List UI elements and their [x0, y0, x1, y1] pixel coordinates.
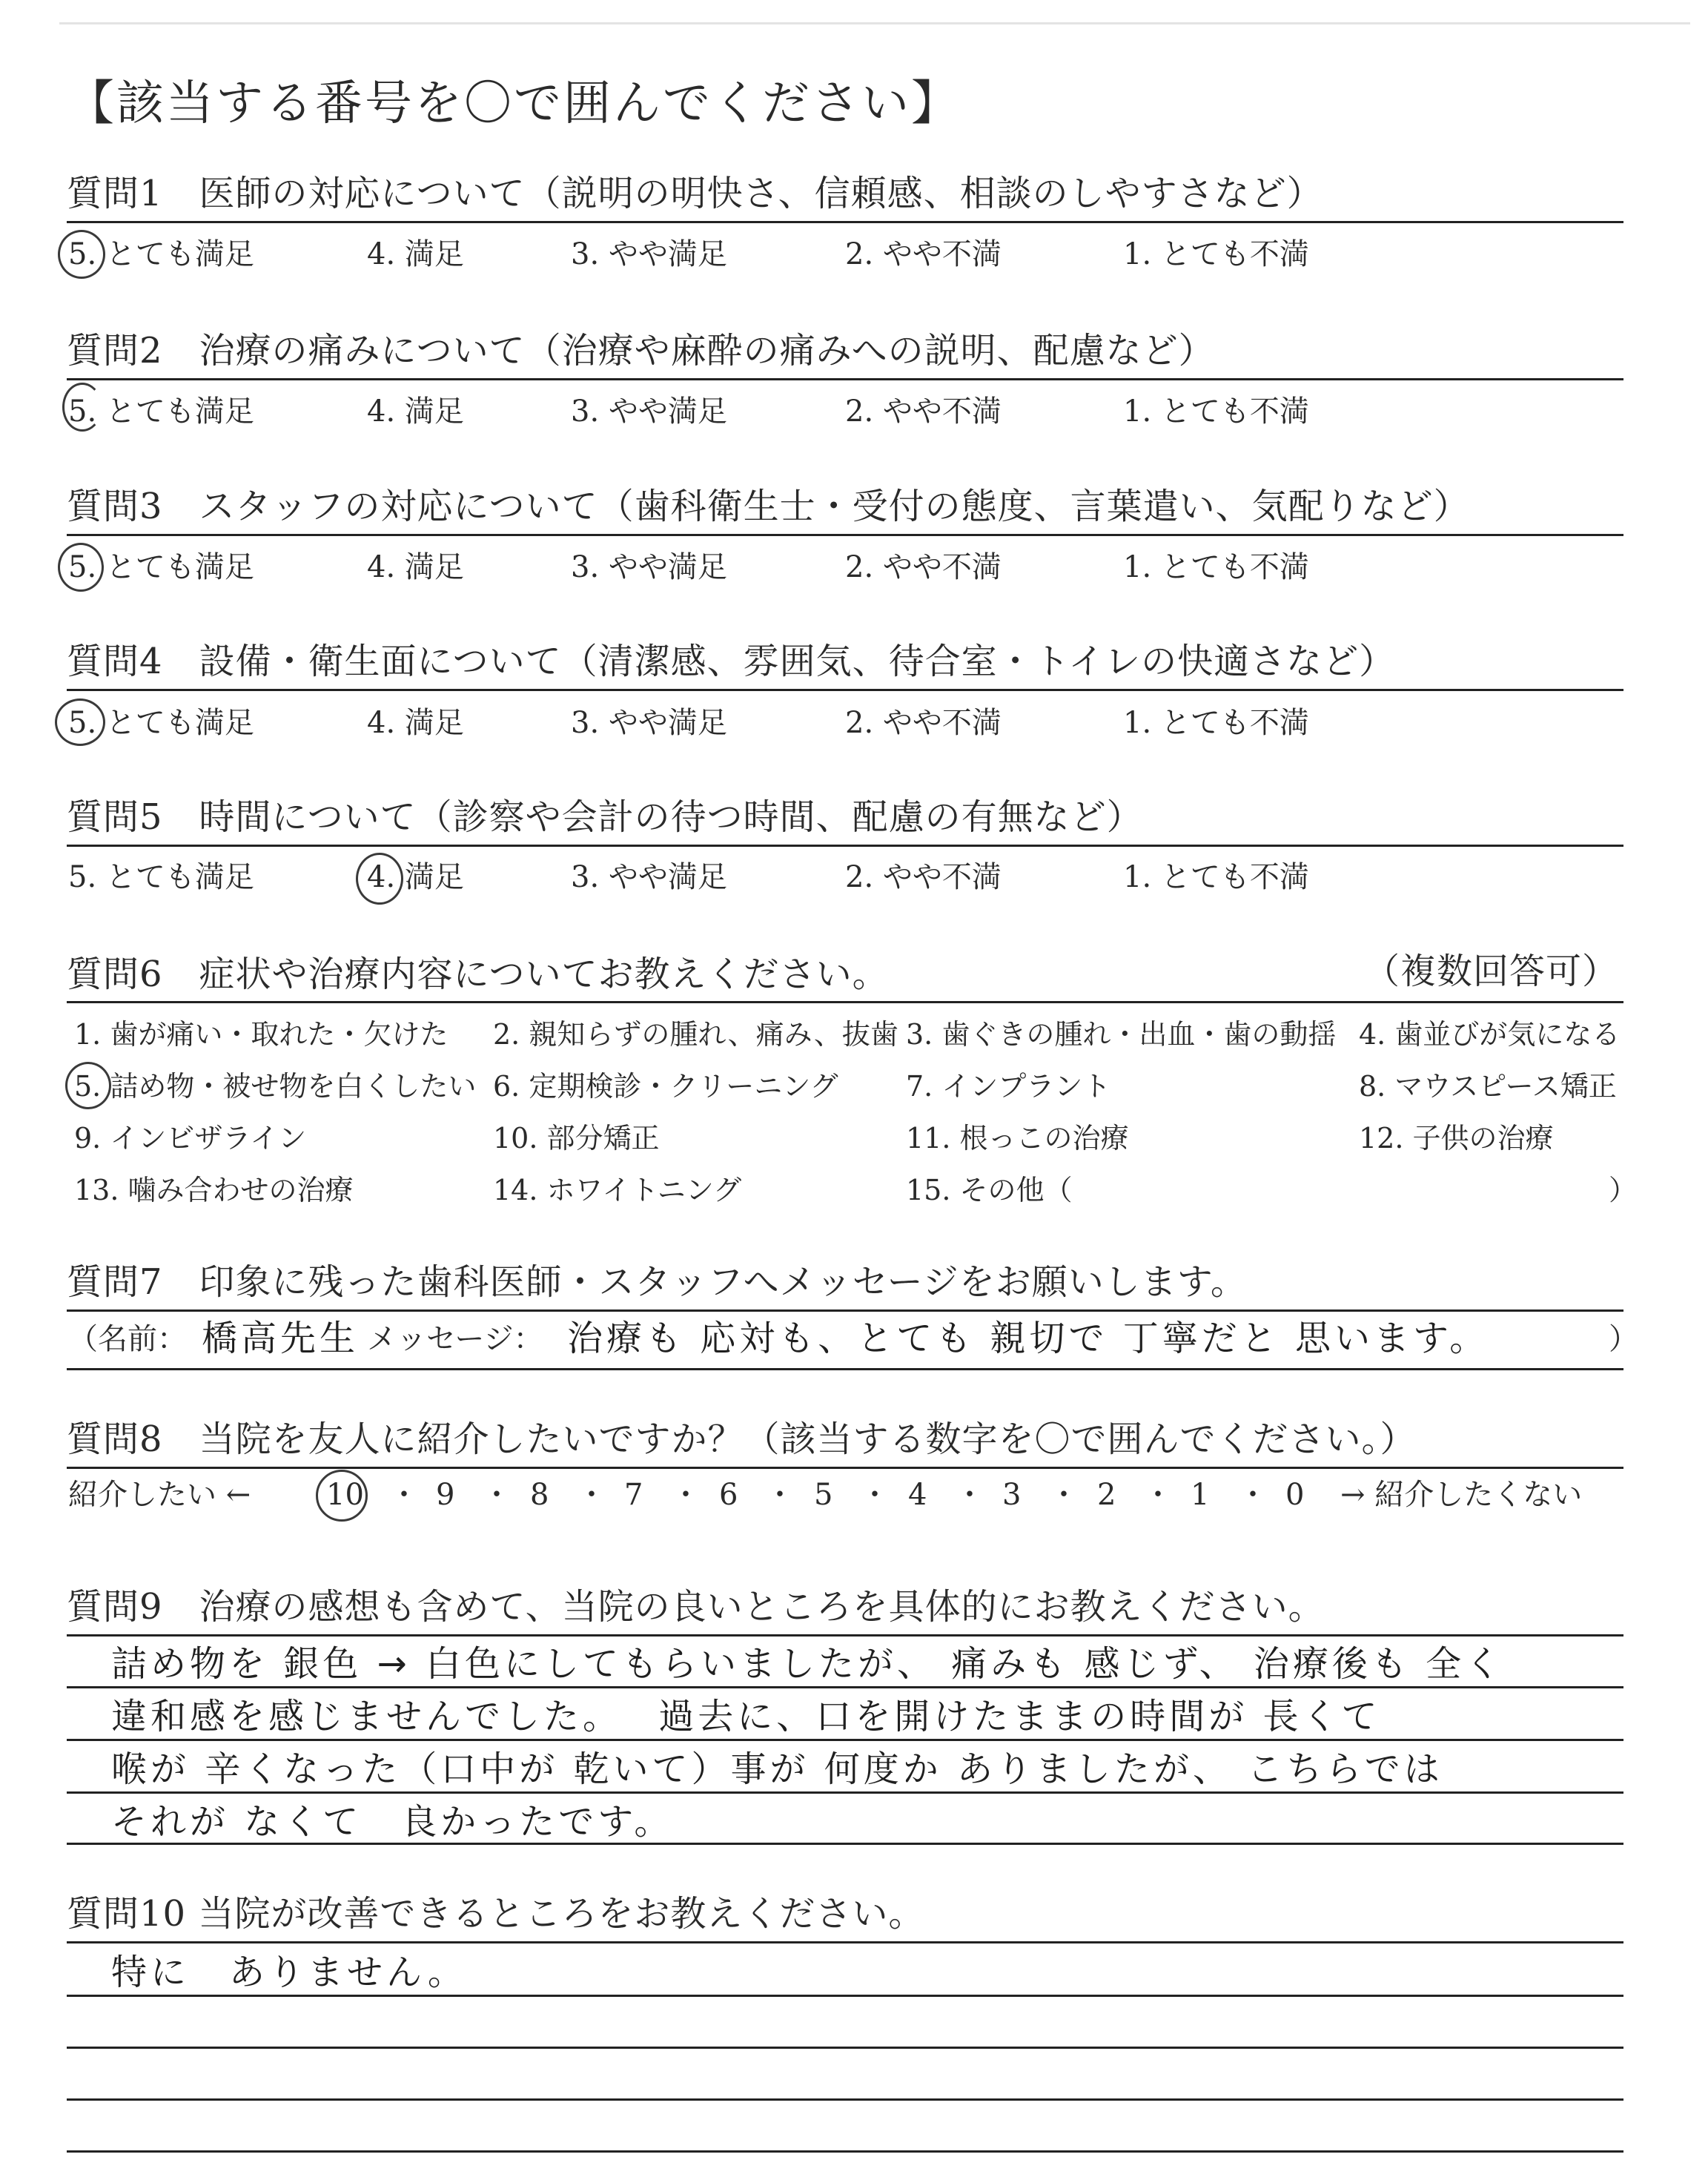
q3-option-1[interactable]: 1. とても不満 [1123, 550, 1309, 584]
question-7-label: 質問7 印象に残った歯科医師・スタッフへメッセージをお願いします。 [67, 1261, 1247, 1303]
question-2-label: 質問2 治療の痛みについて（治療や麻酔の痛みへの説明、配慮など） [67, 330, 1215, 371]
question-4-rule [67, 689, 1623, 691]
q6-item-15[interactable]: 15. その他（ [906, 1174, 1073, 1206]
question-8-rule [67, 1467, 1623, 1469]
q9-answer-line-4[interactable]: それが なくて 良かったです。 [111, 1801, 674, 1843]
q9-answer-line-1[interactable]: 詰め物を 銀色 → 白色にしてもらいましたが、 痛みも 感じず、 治療後も 全く [111, 1643, 1505, 1685]
q1-option-4[interactable]: 4. 満足 [367, 237, 464, 271]
question-9-label: 質問9 治療の感想も含めて、当院の良いところを具体的にお教えください。 [67, 1586, 1325, 1628]
q4-option-3[interactable]: 3. やや満足 [571, 706, 727, 740]
question-3-label: 質問3 スタッフの対応について（歯科衛生士・受付の態度、言葉遣い、気配りなど） [67, 486, 1470, 527]
q6-item-5[interactable]: 5. 詰め物・被せ物を白くしたい [74, 1070, 477, 1103]
q6-item-3[interactable]: 3. 歯ぐきの腫れ・出血・歯の動揺 [906, 1018, 1337, 1051]
question-8-label: 質問8 当院を友人に紹介したいですか？（該当する数字を〇で囲んでください。） [67, 1418, 1417, 1460]
q8-selection-circle [316, 1470, 368, 1522]
q7-close-paren: ） [1609, 1322, 1638, 1356]
q8-scale-sep: ・ [955, 1478, 984, 1512]
q8-scale-3[interactable]: 3 [1002, 1478, 1022, 1512]
q2-option-3[interactable]: 3. やや満足 [571, 394, 727, 429]
question-6-rule [67, 1001, 1623, 1003]
q4-option-4[interactable]: 4. 満足 [367, 706, 464, 740]
question-10-label: 質問10 当院が改善できるところをお教えください。 [67, 1893, 925, 1935]
q8-scale-8[interactable]: 8 [530, 1478, 549, 1512]
q6-selection-circle [65, 1062, 111, 1109]
q8-right-label: → 紹介したくない [1340, 1478, 1583, 1512]
q5-option-3[interactable]: 3. やや満足 [571, 860, 727, 894]
q7-message-label: メッセージ： [367, 1322, 543, 1356]
question-5-label: 質問5 時間について（診察や会計の待つ時間、配慮の有無など） [67, 796, 1143, 838]
q8-scale-sep: ・ [860, 1478, 890, 1512]
q6-item-8[interactable]: 8. マウスピース矯正 [1359, 1070, 1617, 1103]
q9-answer-line-2[interactable]: 違和感を感じませんでした。 過去に、口を開けたままの時間が 長くて [111, 1696, 1381, 1737]
q8-scale-sep: ・ [577, 1478, 606, 1512]
q8-scale-7[interactable]: 7 [624, 1478, 643, 1512]
q8-scale-6[interactable]: 6 [719, 1478, 738, 1512]
q1-option-5[interactable]: 5. とても満足 [68, 237, 254, 271]
q10-answer-line-1[interactable]: 特に ありません。 [111, 1952, 467, 1993]
q4-option-5[interactable]: 5. とても満足 [68, 706, 254, 740]
q3-option-5[interactable]: 5. とても満足 [68, 550, 254, 584]
q8-scale-2[interactable]: 2 [1097, 1478, 1116, 1512]
q2-option-1[interactable]: 1. とても不満 [1123, 394, 1309, 429]
question-2-rule [67, 378, 1623, 380]
q5-option-5[interactable]: 5. とても満足 [68, 860, 254, 894]
q6-item-10[interactable]: 10. 部分矯正 [493, 1122, 660, 1155]
q10-answer-rule [67, 1995, 1623, 1997]
q8-scale-sep: ・ [1143, 1478, 1173, 1512]
q8-left-label: 紹介したい ← [68, 1478, 251, 1512]
q2-option-5[interactable]: 5. とても満足 [68, 394, 254, 429]
question-1-label: 質問1 医師の対応について（説明の明快さ、信頼感、相談のしやすさなど） [67, 173, 1323, 214]
q8-scale-sep: ・ [1049, 1478, 1079, 1512]
q3-option-2[interactable]: 2. やや不満 [845, 550, 1002, 584]
q8-scale-sep: ・ [671, 1478, 701, 1512]
q8-scale-sep: ・ [1238, 1478, 1268, 1512]
q7-message-value[interactable]: 治療も 応対も、とても 親切で 丁寧だと 思います。 [567, 1318, 1489, 1359]
q4-option-2[interactable]: 2. やや不満 [845, 706, 1002, 740]
q1-option-3[interactable]: 3. やや満足 [571, 237, 727, 271]
page-title: 【該当する番号を〇で囲んでください】 [67, 76, 961, 131]
q6-item-13[interactable]: 13. 噛み合わせの治療 [74, 1174, 354, 1206]
q6-item-2[interactable]: 2. 親知らずの腫れ、痛み、抜歯 [493, 1018, 898, 1051]
q7-name-value[interactable]: 橋高先生 [202, 1318, 360, 1359]
q4-option-1[interactable]: 1. とても不満 [1123, 706, 1309, 740]
q1-option-1[interactable]: 1. とても不満 [1123, 237, 1309, 271]
q4-selection-circle [55, 698, 105, 746]
q8-scale-10[interactable]: 10 [326, 1478, 364, 1512]
q3-option-3[interactable]: 3. やや満足 [571, 550, 727, 584]
q2-option-4[interactable]: 4. 満足 [367, 394, 464, 429]
q1-option-2[interactable]: 2. やや不満 [845, 237, 1002, 271]
q9-answer-rule [67, 1686, 1623, 1688]
q8-scale-4[interactable]: 4 [908, 1478, 927, 1512]
q5-option-4[interactable]: 4. 満足 [367, 860, 464, 894]
question-5-rule [67, 845, 1623, 847]
q9-answer-rule [67, 1791, 1623, 1794]
q9-answer-rule [67, 1739, 1623, 1741]
q6-item-7[interactable]: 7. インプラント [906, 1070, 1111, 1103]
q10-answer-rule [67, 2047, 1623, 2049]
q6-item-6[interactable]: 6. 定期検診・クリーニング [493, 1070, 838, 1103]
question-1-rule [67, 221, 1623, 223]
q2-option-2[interactable]: 2. やや不満 [845, 394, 1002, 429]
q10-answer-rule [67, 2098, 1623, 2101]
q2-selection-circle [62, 383, 102, 432]
q6-item-11[interactable]: 11. 根っこの治療 [906, 1122, 1129, 1155]
q8-scale-sep: ・ [482, 1478, 512, 1512]
q6-item-15-close: ） [1609, 1174, 1638, 1206]
q5-selection-circle [356, 853, 403, 905]
q8-scale-5[interactable]: 5 [814, 1478, 833, 1512]
q1-selection-circle [58, 230, 105, 279]
q8-scale-0[interactable]: 0 [1285, 1478, 1305, 1512]
q6-item-1[interactable]: 1. 歯が痛い・取れた・欠けた [74, 1018, 448, 1051]
question-9-rule [67, 1634, 1623, 1636]
q9-answer-line-3[interactable]: 喉が 辛くなった（口中が 乾いて）事が 何度か ありましたが、 こちらでは [111, 1748, 1443, 1790]
q7-name-label: （名前： [68, 1322, 187, 1356]
q10-answer-rule [67, 2150, 1623, 2153]
question-6-label: 質問6 症状や治療内容についてお教えください。 [67, 954, 889, 995]
page-top-edge [59, 22, 1690, 24]
q3-selection-circle [58, 543, 104, 592]
q3-option-4[interactable]: 4. 満足 [367, 550, 464, 584]
q8-scale-sep: ・ [389, 1478, 419, 1512]
q7-answer-rule [67, 1368, 1623, 1370]
q6-item-4[interactable]: 4. 歯並びが気になる [1359, 1018, 1621, 1051]
q8-scale-sep: ・ [765, 1478, 795, 1512]
q5-option-2[interactable]: 2. やや不満 [845, 860, 1002, 894]
q8-scale-1[interactable]: 1 [1191, 1478, 1210, 1512]
q5-option-1[interactable]: 1. とても不満 [1123, 860, 1309, 894]
question-10-rule [67, 1941, 1623, 1943]
question-7-rule [67, 1309, 1623, 1312]
question-6-note: （複数回答可） [1364, 951, 1619, 992]
q6-item-14[interactable]: 14. ホワイトニング [493, 1174, 742, 1206]
q9-answer-rule [67, 1843, 1623, 1845]
q8-scale-9[interactable]: 9 [436, 1478, 455, 1512]
question-3-rule [67, 534, 1623, 536]
question-4-label: 質問4 設備・衛生面について（清潔感、雰囲気、待合室・トイレの快適さなど） [67, 641, 1396, 682]
q6-item-9[interactable]: 9. インビザライン [74, 1122, 307, 1155]
q6-item-12[interactable]: 12. 子供の治療 [1359, 1122, 1554, 1155]
